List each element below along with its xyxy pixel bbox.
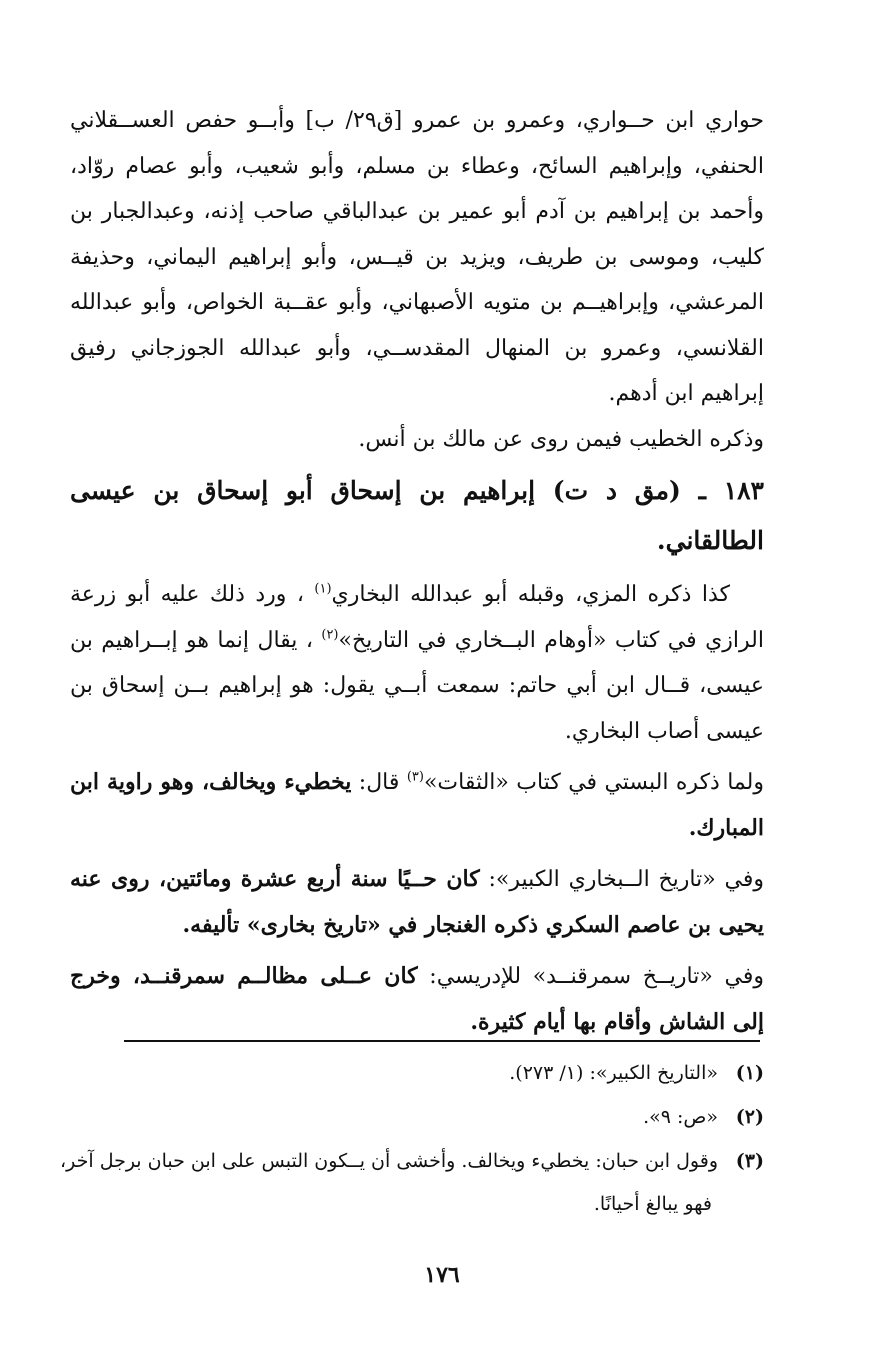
entry-text: كذا ذكره المزي، وقبله أبو عبدالله البخاري xyxy=(331,582,731,607)
text-line: كليب، وموسى بن طريف، ويزيد بن قيــس، وأبو إبراهيم اليماني، وحذيفة xyxy=(70,244,764,270)
entry-text-bold: يخطيء ويخالف، وهو راوية ابن المبارك. xyxy=(70,769,764,841)
footnote-number: (٢) xyxy=(735,1106,764,1128)
page-number: ١٧٦ xyxy=(424,1262,460,1288)
entry-text: ، ورد ذلك عليه أبو زرعة الرازي في كتاب «أوهام البــخاري في التاريخ» xyxy=(70,582,764,653)
text-line: المرعشي، وإبراهيــم بن متويه الأصبهاني، وأبو عقــبة الخواص، وأبو عبدالله xyxy=(70,290,764,315)
footnote-ref: (٢) xyxy=(321,627,339,643)
footnote-item xyxy=(60,1052,764,1095)
entry-heading: ١٨٣ ـ (مق د ت) إبراهيم بن إسحاق أبو إسحاق بن عيسى الطالقاني. xyxy=(70,476,764,555)
entry-paragraph-3 xyxy=(70,857,764,948)
text-line: القلانسي، وعمرو بن المنهال المقدســي، وأبو عبدالله الجوزجاني رفيق إبراهيم xyxy=(70,335,764,406)
entry-text: ولما ذكره البستي في كتاب «الثقات» xyxy=(423,770,764,795)
text-line: ابن أدهم. xyxy=(608,381,694,406)
footnote-item xyxy=(60,1140,764,1226)
text-line: وأحمد بن إبراهيم بن آدم أبو عمير بن عبدالباقي صاحب إذنه، وعبدالجبار بن xyxy=(70,199,764,224)
footnote-ref: (١) xyxy=(314,581,332,597)
footnote-divider xyxy=(124,1040,760,1042)
entry-paragraph-2 xyxy=(70,760,764,851)
khatib-paragraph: وذكره الخطيب فيمن روى عن مالك بن أنس. xyxy=(358,426,764,452)
footnote-text: «التاريخ الكبير»: (١/ ٢٧٣). xyxy=(509,1062,718,1084)
footnote-text: «ص: ٩». xyxy=(643,1106,718,1128)
main-text xyxy=(70,98,764,1045)
entry-text-bold: كان عــلى مظالــم سمرقنــد، وخرج إلى الشاش وأقام بها أيام كثيرة. xyxy=(70,963,764,1035)
footnote-text: وقول ابن حبان: يخطيء ويخالف. وأخشى أن يــكون التبس على ابن حبان برجل آخر، فهو يبالغ أحيانًا. xyxy=(60,1150,718,1215)
continuation-paragraph xyxy=(70,98,764,417)
entry-text: وفي «تاريــخ سمرقنــد» للإدريسي: xyxy=(417,964,764,989)
text-line: الحنفي، وإبراهيم السائح، وعطاء بن مسلم، وأبو شعيب، وأبو عصام روّاد، xyxy=(70,153,764,179)
entry-text-bold: كان حــيًا سنة أربع عشرة ومائتين، روى عنه يحيى بن عاصم السكري ذكره الغنجار في «تاريخ بخارى» تأليفه. xyxy=(70,866,764,938)
entry-text: ، يقال إنما هو إبــراهيم بن عيسى، قــال ابن أبي حاتم: سمعت أبــي يقول: هو إبراهيم بــن إسحاق بن عيسى أصاب البخاري. xyxy=(70,627,764,744)
entry-paragraph-1 xyxy=(70,572,764,754)
footnote-number: (١) xyxy=(735,1062,764,1084)
entry-text: قال: xyxy=(351,770,407,795)
entry-paragraph-4 xyxy=(70,954,764,1045)
entry-text: وفي «تاريخ الــبخاري الكبير»: xyxy=(479,867,764,892)
text-line: حواري ابن حــواري، وعمرو بن عمرو [ق٢٩/ ب] وأبــو حفص العســقلاني xyxy=(70,108,764,133)
footnotes xyxy=(60,1052,764,1227)
footnote-item xyxy=(60,1096,764,1139)
footnote-number: (٣) xyxy=(735,1150,764,1172)
footnote-ref: (٣) xyxy=(406,769,424,785)
